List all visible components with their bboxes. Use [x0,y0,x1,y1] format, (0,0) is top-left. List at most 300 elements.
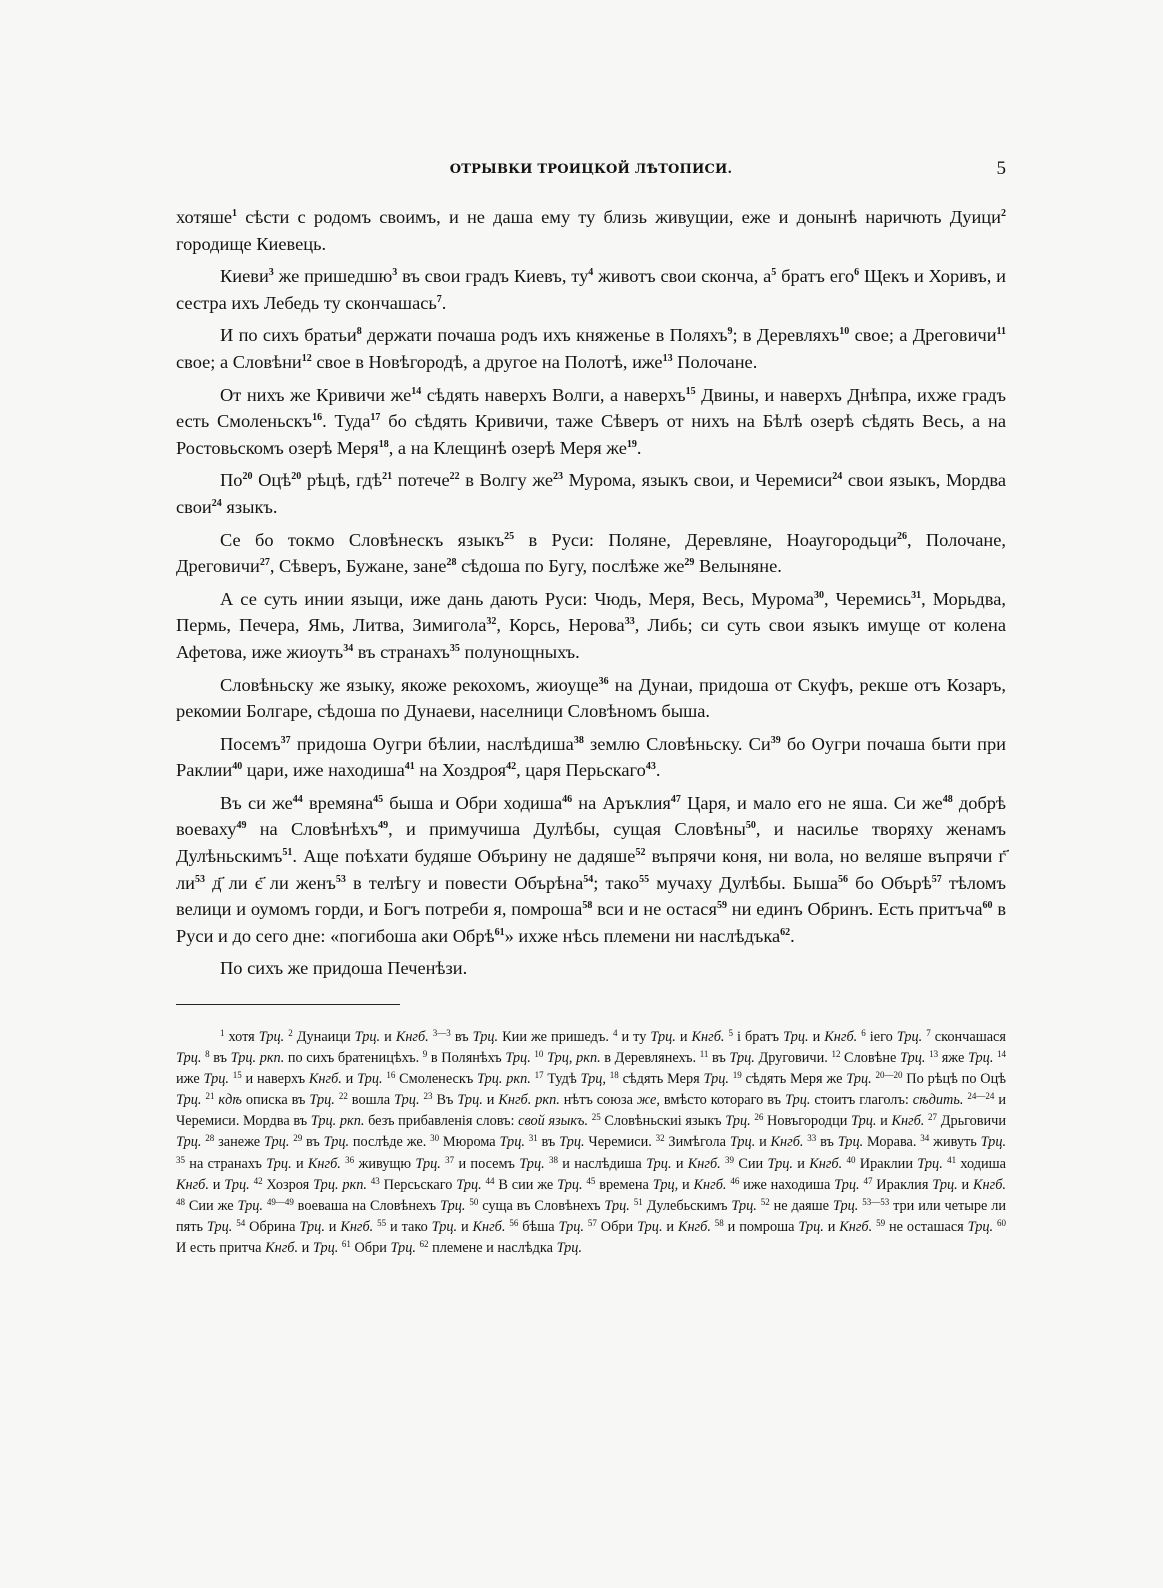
footnote-ref: 61 [494,926,505,938]
source-abbrev: Трц. [263,1134,290,1151]
text-run: в телѣгу и повести Обърѣна [345,872,584,893]
footnote-ref: 52 [760,1196,770,1207]
footnote-ref: 14 [997,1049,1007,1060]
text-run: Сии же [185,1197,238,1214]
source-abbrev: Трц. [917,1155,943,1172]
text-run: животъ свои скончa, а [593,266,772,287]
source-abbrev: Трц. [967,1218,994,1235]
text-run: бо сѣдять Кривичи, таже Сѣверъ от нихъ на Бѣлѣ озерѣ сѣдять Весь, а на Ростовьскомъ озерѣ Меря [176,411,1006,458]
text-run: быша и Обри ходиша [383,792,563,813]
footnote-ref: 10 [839,326,850,338]
footnote-ref: 4 [612,1028,618,1038]
text-run: Ираклии [855,1155,918,1172]
text-run: Щекъ и Хоривъ, и сестра ихъ Лебедь ту скончашась [176,266,1006,313]
footnote-ref: 22 [338,1091,348,1102]
text-run: потече [392,470,450,491]
text-run: і братъ [733,1029,784,1045]
footnote-ref: 45 [373,793,384,805]
text-run: Словѣньску же языку, якоже рекохомъ, жиоуще [220,674,599,695]
source-abbrev: свой языкъ. [518,1113,589,1130]
footnote-ref: 30 [814,589,825,601]
footnote-ref: 48 [176,1196,185,1207]
text-run: и [324,1218,341,1235]
source-abbrev: Трц. [224,1176,250,1193]
footnote-ref: 35 [176,1154,185,1165]
footnote-ref: 5 [771,267,777,279]
text-run: и [678,1176,694,1193]
text-run: Дулебьскимъ [642,1197,732,1214]
text-run: Кии же пришедъ. [498,1029,613,1045]
text-run: в Руси и до сего дне: «погибоша аки Обрѣ [176,899,1007,946]
text-run: Полочане. [672,351,758,372]
source-abbrev: Трц. [703,1071,729,1088]
text-run: и [208,1176,225,1193]
footnote-ref: 44 [485,1175,495,1186]
text-run: и [792,1155,810,1172]
footnote-ref: 2 [1001,208,1006,219]
footnote-ref: 25 [591,1112,601,1123]
source-abbrev: Трц. [505,1050,531,1067]
footnote-ref: 20—20 [875,1070,903,1081]
footnote-ref: 37 [280,734,291,746]
text-run: иже находиша [739,1176,835,1193]
text-run: в Деревлянехъ. [600,1050,700,1067]
footnote-ref: 55 [639,873,650,885]
source-abbrev: Трц. [176,1092,202,1109]
text-run: свое; а Словѣни [176,351,302,372]
footnote-ref: 17 [370,412,381,424]
text-run: Дунаици [292,1029,355,1045]
source-abbrev: Трц. [176,1134,202,1151]
text-run: въпрячи коня, ни вола, но веляше въпрячи г҃ ли [176,846,1006,893]
footnote-ref: 23 [553,471,563,483]
text-run: братъ его [776,266,855,287]
footnote-ref: 26 [896,530,907,542]
source-abbrev: Трц. [729,1050,755,1067]
source-abbrev: Трц. [650,1029,676,1045]
footnote-ref: 50 [745,820,756,832]
text-run: въ [708,1050,730,1067]
footnote-ref: 46 [730,1175,740,1186]
text-run: Велыняне. [694,556,782,577]
paragraph [176,322,1006,375]
footnote-ref: 53 [195,873,206,885]
footnote-ref: 62 [419,1238,429,1249]
source-abbrev: Трц. [457,1092,483,1109]
footnote-ref: 62 [780,926,791,938]
text-run: рѣцѣ, гдѣ [301,470,383,491]
text-run: По рѣцѣ по Оцѣ [902,1071,1007,1088]
footnote-ref: 38 [573,734,584,746]
footnote-ref: 46 [562,793,573,805]
source-abbrev: Трц. [967,1050,994,1067]
footnote-ref: 2 [288,1028,293,1038]
text-run: д҃ ли є҃ ли женъ [205,872,336,893]
text-run: И есть притча [176,1239,266,1256]
footnote-ref: 55 [377,1217,387,1228]
footnote-ref: 12 [301,352,312,364]
text-run: сѣдять Меря же [741,1071,847,1088]
paragraph [176,672,1006,725]
source-abbrev: Кнгб. [824,1029,858,1045]
footnote-ref: 44 [292,793,303,805]
footnote-ref: 51 [282,847,293,859]
footnote-ref: 16 [386,1070,396,1081]
text-run: и [671,1155,688,1172]
source-abbrev: Трц. [637,1218,663,1235]
footnotes [176,1027,1006,1259]
footnote-ref: 1 [232,208,238,219]
source-abbrev: Трц. [785,1092,811,1109]
source-abbrev: Кнгб. [395,1029,429,1045]
footnote-ref: 60 [997,1217,1006,1228]
source-abbrev: Трц. [206,1218,233,1235]
source-abbrev: Трц. [415,1155,441,1172]
text-run: на странахъ [185,1155,267,1172]
footnote-ref: 42 [253,1175,263,1186]
text-run: яже [938,1050,968,1067]
footnote-ref: 10 [534,1049,544,1060]
text-run: придоша Оугри бѣлии, наслѣдиша [290,733,574,754]
footnote-ref: 3—3 [432,1028,451,1038]
text-run: , Корсь, Нерова [496,615,625,636]
footnote-ref: 47 [863,1175,873,1186]
footnote-ref: 4 [588,267,594,279]
source-abbrev: Кнгб. [891,1113,925,1130]
footnote-ref: 27 [928,1112,938,1123]
footnote-ref: 22 [449,471,460,483]
footnote-ref: 49 [236,820,247,832]
footnote-ref: 53—53 [862,1196,890,1207]
footnote-ref: 7 [926,1028,931,1038]
source-abbrev: Трц. [837,1134,864,1151]
source-abbrev: Кнгб. [472,1218,506,1235]
text-run: Новъгородци [763,1113,852,1130]
text-run: По [220,470,243,491]
source-abbrev: Трц. [559,1134,585,1151]
text-run: ходиша [956,1155,1007,1172]
footnote-ref: 34 [920,1133,930,1144]
text-run: свое; а Дреговичи [849,325,997,346]
source-abbrev: Трц. [767,1155,793,1172]
text-run: и Черемиси. Мордва въ [176,1092,1007,1130]
source-abbrev: Кнгб. [691,1029,725,1045]
source-abbrev: Кнгб. [693,1176,727,1193]
text-run: на Словѣнѣхъ [246,819,379,840]
text-run: и [298,1239,313,1256]
footnote-ref: 9 [727,326,733,338]
footnote-ref: 30 [430,1133,440,1144]
source-abbrev: Трц, [652,1176,679,1193]
paragraph [176,467,1006,520]
footnote-ref: 24 [211,497,222,509]
text-run: Друговичи. [754,1050,832,1067]
text-run: вси и не остася [592,899,717,920]
footnote-ref: 29 [293,1133,303,1144]
text-run: вошла [347,1092,395,1109]
footnote-ref: 20 [291,471,302,483]
text-run: По сихъ же придоша Печенѣзи. [220,958,468,979]
text-run: землю Словѣньску. Си [583,733,771,754]
footnote-ref: 21 [382,471,393,483]
footnote-ref: 1 [220,1028,225,1038]
source-abbrev: Трц. [440,1197,466,1214]
source-abbrev: Кнгб. ркп. [498,1092,560,1109]
text-run: Въ [432,1092,458,1109]
footnote-ref: 18 [609,1070,619,1081]
footnote-ref: 15 [232,1070,242,1081]
text-run: скончашася [930,1029,1006,1045]
text-run: Словѣньскиі языкъ [600,1113,726,1130]
text-run: Киеви [220,266,269,287]
text-run: живуть [929,1134,981,1151]
footnote-ref: 21 [205,1091,215,1102]
source-abbrev: Трц. [390,1239,416,1256]
footnote-ref: 59 [716,900,727,912]
source-abbrev: Трц. ркп. [477,1071,531,1088]
text-run: въ [816,1134,838,1151]
source-abbrev: Кнгб. [809,1155,843,1172]
text-run: добрѣ воеваху [176,792,1006,840]
source-abbrev: Трц. [323,1134,350,1151]
text-run: . Туда [322,411,371,432]
text-run: , а на Клещинѣ озерѣ Меря же [388,437,627,458]
footnote-ref: 25 [504,530,515,542]
text-run: И по сихъ братьи [220,325,357,346]
text-run: Двины, и наверхъ Днѣпра, ихже градъ есть Смоленьскъ [176,384,1006,432]
text-run: Хозроя [262,1176,314,1193]
text-run: времяна [302,792,374,813]
footnote-ref: 35 [449,642,460,654]
source-abbrev: Трц. [354,1029,381,1045]
text-run: тѣломъ велици и оумомъ горди, и Богъ потреби я, помроша [176,872,1007,920]
text-run: Ираклия [872,1176,933,1193]
text-run: свои языкъ, Мордва свои [176,470,1007,517]
source-abbrev: сѣдить. [912,1092,964,1109]
footnote-ref: 3 [268,267,274,279]
paragraph [176,382,1006,462]
text-run: и [755,1134,771,1151]
text-run: свое в Новѣгородѣ, а другое на Полотѣ, иже [311,351,663,372]
footnote-ref: 39 [725,1154,735,1165]
text-run: и посемъ [454,1155,520,1172]
text-run: и [675,1029,692,1045]
source-abbrev: Трц. [932,1176,958,1193]
source-abbrev: же [636,1092,657,1109]
main-text [176,204,1006,988]
text-run: бо Оугри почаша быти при Раклии [176,733,1006,781]
source-abbrev: Трц. [834,1176,860,1193]
text-run: на Аръклия [572,792,671,813]
footnote-ref: 59 [876,1217,886,1228]
text-run: воеваша на Словѣнехъ [293,1197,440,1214]
running-title: ОТРЫВКИ ТРОИЦКОЙ ЛѢТОПИСИ. [449,162,733,177]
text-run: Морава. [863,1134,921,1151]
source-abbrev: Кнгб. [973,1176,1006,1193]
text-run: три или четыре ли пять [176,1197,1007,1235]
text-run: Зимѣгола [664,1134,730,1151]
text-run: и ту [617,1029,651,1045]
footnote-ref: 33 [624,616,635,628]
source-abbrev: Трц. [558,1218,584,1235]
footnote-ref: 41 [404,761,415,773]
text-run: въ [450,1029,473,1045]
text-run: Мюрома [439,1134,500,1151]
footnote-ref: 23 [423,1091,433,1102]
footnote-ref: 7 [436,293,442,305]
footnote-ref: 37 [445,1154,455,1165]
text-run: Посемъ [220,733,281,754]
source-abbrev: Трц. [832,1197,859,1214]
footnote-ref: 58 [714,1217,724,1228]
source-abbrev: Трц. [176,1050,202,1067]
source-abbrev: Кнгб. [307,1155,341,1172]
text-run: Се бо токмо Словѣнескъ языкъ [220,529,505,550]
text-run: Царя, и мало его не яша. Си же [680,792,943,813]
footnote-ref: 49—49 [266,1196,294,1207]
footnote-ref: 36 [345,1154,355,1165]
text-run: хотяше [176,207,233,227]
text-run: и [341,1071,358,1088]
text-run: живущю [354,1155,416,1172]
footnote-ref: 31 [528,1133,538,1144]
text-run: в Руси: Поляне, Деревляне, Ноаугородьци [514,529,897,550]
footnote-ref: 54 [583,873,594,885]
footnote-ref: 28 [205,1133,215,1144]
source-abbrev: Трц. [851,1113,877,1130]
source-abbrev: Трц, ркп. [547,1050,601,1067]
footnote-ref: 12 [831,1049,841,1060]
footnote-ref: 40 [846,1154,856,1165]
footnote-ref: 26 [754,1112,764,1123]
source-abbrev: Трц. [896,1029,923,1045]
source-abbrev: Трц. [604,1197,630,1214]
text-run: же пришедшю [273,266,393,287]
footnote-ref: 28 [446,557,457,569]
footnote-ref: 58 [582,900,593,912]
footnote-ref: 57 [931,873,942,885]
source-abbrev: Кнгб. [265,1239,299,1256]
footnote-ref: 47 [670,793,681,805]
text-run: хотя [224,1029,259,1045]
text-run: , Морьдва, Пермь, Печера, Ямь, Литва, Зимигола [176,588,1006,636]
text-run: не даяше [769,1197,833,1214]
source-abbrev: Трц. ркп. [313,1176,367,1193]
footnote-rule [176,1004,400,1005]
footnote-ref: 41 [947,1154,957,1165]
source-abbrev: Трц. [557,1176,583,1193]
source-abbrev: Трц. [798,1218,824,1235]
source-abbrev: Кнгб. [176,1176,209,1193]
text-run: и [380,1029,396,1045]
source-abbrev: Трц. [203,1071,229,1088]
text-run: въ [302,1134,324,1151]
text-run: Въ си же [220,792,293,813]
source-abbrev: Трц. [519,1155,545,1172]
text-run: и [457,1218,473,1235]
text-run: времена [595,1176,653,1193]
text-run: сѣсти с родомъ своимъ, и не даша ему ту близь живущии, еже и донынѣ наричють Дуици [237,207,1001,227]
text-run: Смоленескъ [395,1071,477,1088]
text-run: От нихъ же Кривичи же [220,384,412,405]
footnote-ref: 18 [378,438,389,450]
footnote-ref: 24 [832,471,843,483]
source-abbrev: Кнгб. [687,1155,721,1172]
text-run: в Полянѣхъ [427,1050,506,1067]
source-abbrev: Трц. [309,1092,335,1109]
source-abbrev: Трц. [472,1029,499,1045]
footnote-ref: 8 [205,1049,210,1060]
footnote-ref: 17 [534,1070,544,1081]
footnote-ref: 33 [807,1133,817,1144]
text-run: , царя Перьскаго [516,760,646,781]
source-abbrev: Трц. [900,1050,926,1067]
footnote-ref: 50 [469,1196,479,1207]
text-run: Черемиси. [584,1134,656,1151]
text-run: и [808,1029,825,1045]
text-run: іего [865,1029,897,1045]
footnote-ref: 8 [356,326,362,338]
text-run: иже [176,1071,204,1088]
footnote-ref: 15 [685,385,696,397]
text-run: Дрьговичи [937,1113,1007,1130]
source-abbrev: Трц. [725,1113,751,1130]
footnote-ref: 61 [341,1238,351,1249]
text-run: по сихъ братеницѣхъ. [284,1050,423,1067]
source-abbrev: Трц. [846,1071,872,1088]
text-run: . [790,925,795,946]
text-run: » ихже нѣсь племени ни наслѣдъка [504,925,781,946]
text-run: Оцѣ [252,470,292,491]
footnote-ref: 16 [312,412,323,424]
text-run: . Аще поѣхати будяше Обърину не дадяше [292,846,636,867]
text-run: на Дунаи, придоша от Скуфъ, рекше отъ Козаръ, рекомии Болгаре, сѣдоша по Дунаеви, населници Словѣномъ быша. [176,674,1006,722]
text-run: ; тако [593,872,640,893]
paragraph [176,586,1006,666]
text-run: Обри [350,1239,391,1256]
text-run: мучаху Дулѣбы. Быша [649,872,839,893]
footnote-ref: 13 [662,352,673,364]
text-run: занеже [214,1134,264,1151]
text-run: сѣдять Меря [618,1071,704,1088]
footnote-ref: 3 [392,267,398,279]
text-run: сѣдять наверхъ Волги, а наверхъ [421,384,686,405]
footnote-ref: 24—24 [967,1091,995,1102]
footnote-ref: 13 [929,1049,939,1060]
text-run: , Полочане, Дреговичи [176,529,1007,577]
text-run: племене и наслѣдка [428,1239,557,1256]
text-run: ни единъ Обринъ. Есть притъча [726,899,983,920]
text-run: не осташася [885,1218,968,1235]
paragraph [176,731,1006,784]
footnote-ref: 31 [911,589,922,601]
text-run: полунощныхъ. [459,641,580,662]
source-abbrev: Трц. [312,1239,339,1256]
footnote-ref: 56 [509,1217,519,1228]
text-run: суща въ Словѣнехъ [478,1197,605,1214]
text-run: цари, иже находиша [242,760,405,781]
footnote-ref: 32 [486,616,497,628]
source-abbrev: Трц. [357,1071,383,1088]
paragraph [176,204,1006,257]
text-run: сѣдоша по Бугу, послѣже же [456,556,685,577]
footnote-ref: 6 [854,267,860,279]
source-abbrev: Трц. [266,1155,292,1172]
text-run: держати почаша родъ ихъ княженье в Поляхъ [361,325,728,346]
text-run: въ странахъ [353,641,450,662]
text-run: послѣде же. [349,1134,431,1151]
source-abbrev: Кнгб. [839,1218,873,1235]
